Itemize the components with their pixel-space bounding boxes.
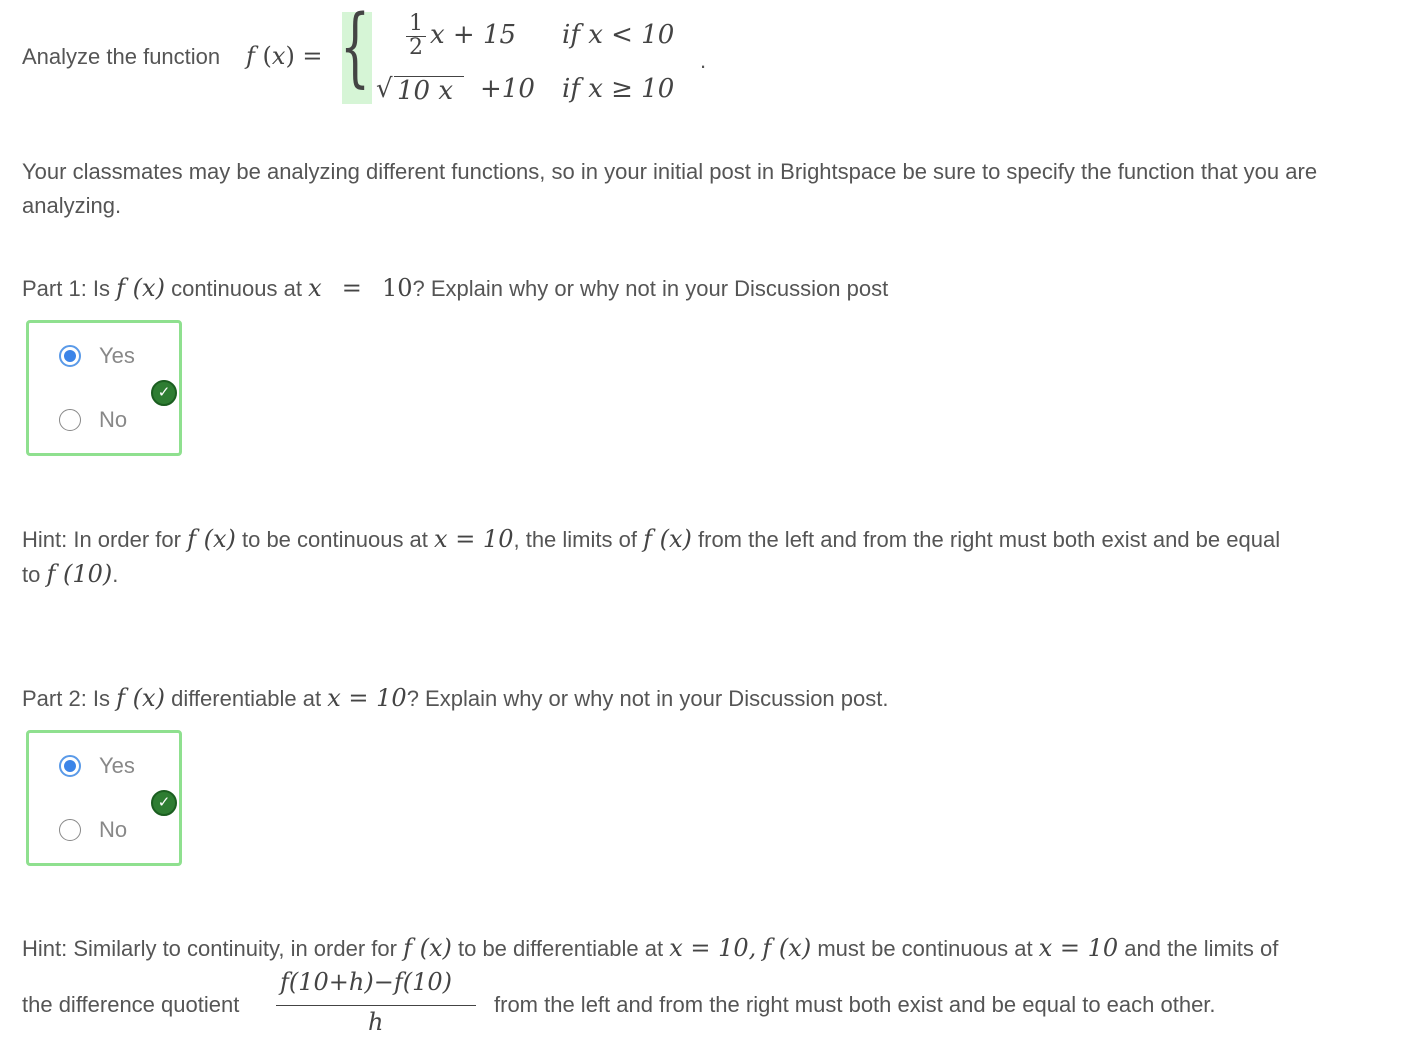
part2-label-no: No <box>99 817 128 842</box>
piece2-expression: +10 <box>480 74 535 104</box>
hint2-line2-prefix: the difference quotient <box>22 992 240 1017</box>
intro-prefix: Analyze the function <box>22 44 221 69</box>
hint1: Hint: In order for f (x) to be continuous at x = 10, the limits of f (x) from the left and from the right must both exist and be equal to f (10). <box>22 525 1281 588</box>
part1-label-no: No <box>99 407 128 432</box>
piecewise-brace: { <box>340 0 371 97</box>
difference-quotient-bar <box>276 1005 476 1006</box>
piece1-condition: if x < 10 <box>562 20 675 50</box>
instruction-note: Your classmates may be analyzing different functions, so in your initial post in Brightspace be sure to specify the function that you are analyzing. <box>22 159 1318 218</box>
correct-check-icon: ✓ <box>151 380 177 406</box>
sqrt-symbol: √ <box>376 74 393 104</box>
part2-option-yes[interactable] <box>59 753 135 779</box>
hint2-line2-suffix: from the left and from the right must both exist and be equal to each other. <box>494 992 1216 1017</box>
piece2-radicand: 10 x <box>397 76 454 106</box>
part2-option-no[interactable] <box>59 817 127 843</box>
intro-period: . <box>700 48 707 73</box>
piece1-fraction: $\frac{1}{2}$ <box>406 12 426 59</box>
difference-quotient-numerator: f(10+h)−f(10) <box>280 968 452 996</box>
part2-question: Part 2: Is f (x) differentiable at x = 10? Explain why or why not in your Discussion post. <box>22 684 889 712</box>
difference-quotient-denominator: h <box>368 1008 384 1036</box>
part1-radio-yes[interactable] <box>59 345 81 367</box>
part2-radio-yes[interactable] <box>59 755 81 777</box>
part1-option-no[interactable] <box>59 407 127 433</box>
part2-radio-no[interactable] <box>59 819 81 841</box>
piece2-condition: if x ≥ 10 <box>562 74 675 104</box>
part1-answer-box <box>26 320 182 456</box>
part1-label-yes: Yes <box>99 343 135 368</box>
part2-answer-box <box>26 730 182 866</box>
hint2-line1: Hint: Similarly to continuity, in order for f (x) to be differentiable at x = 10, f (x) must be continuous at x = 10 and the limits of <box>22 934 1279 962</box>
part2-label-yes: Yes <box>99 753 135 778</box>
part1-question: Part 1: Is f (x) continuous at x = 10? Explain why or why not in your Discussion post <box>22 274 889 302</box>
piece1-expression: x + 15 <box>430 20 517 50</box>
intro-func-name: f (x) = <box>246 42 323 70</box>
correct-check-icon: ✓ <box>151 790 177 816</box>
part1-option-yes[interactable] <box>59 343 135 369</box>
part1-radio-no[interactable] <box>59 409 81 431</box>
